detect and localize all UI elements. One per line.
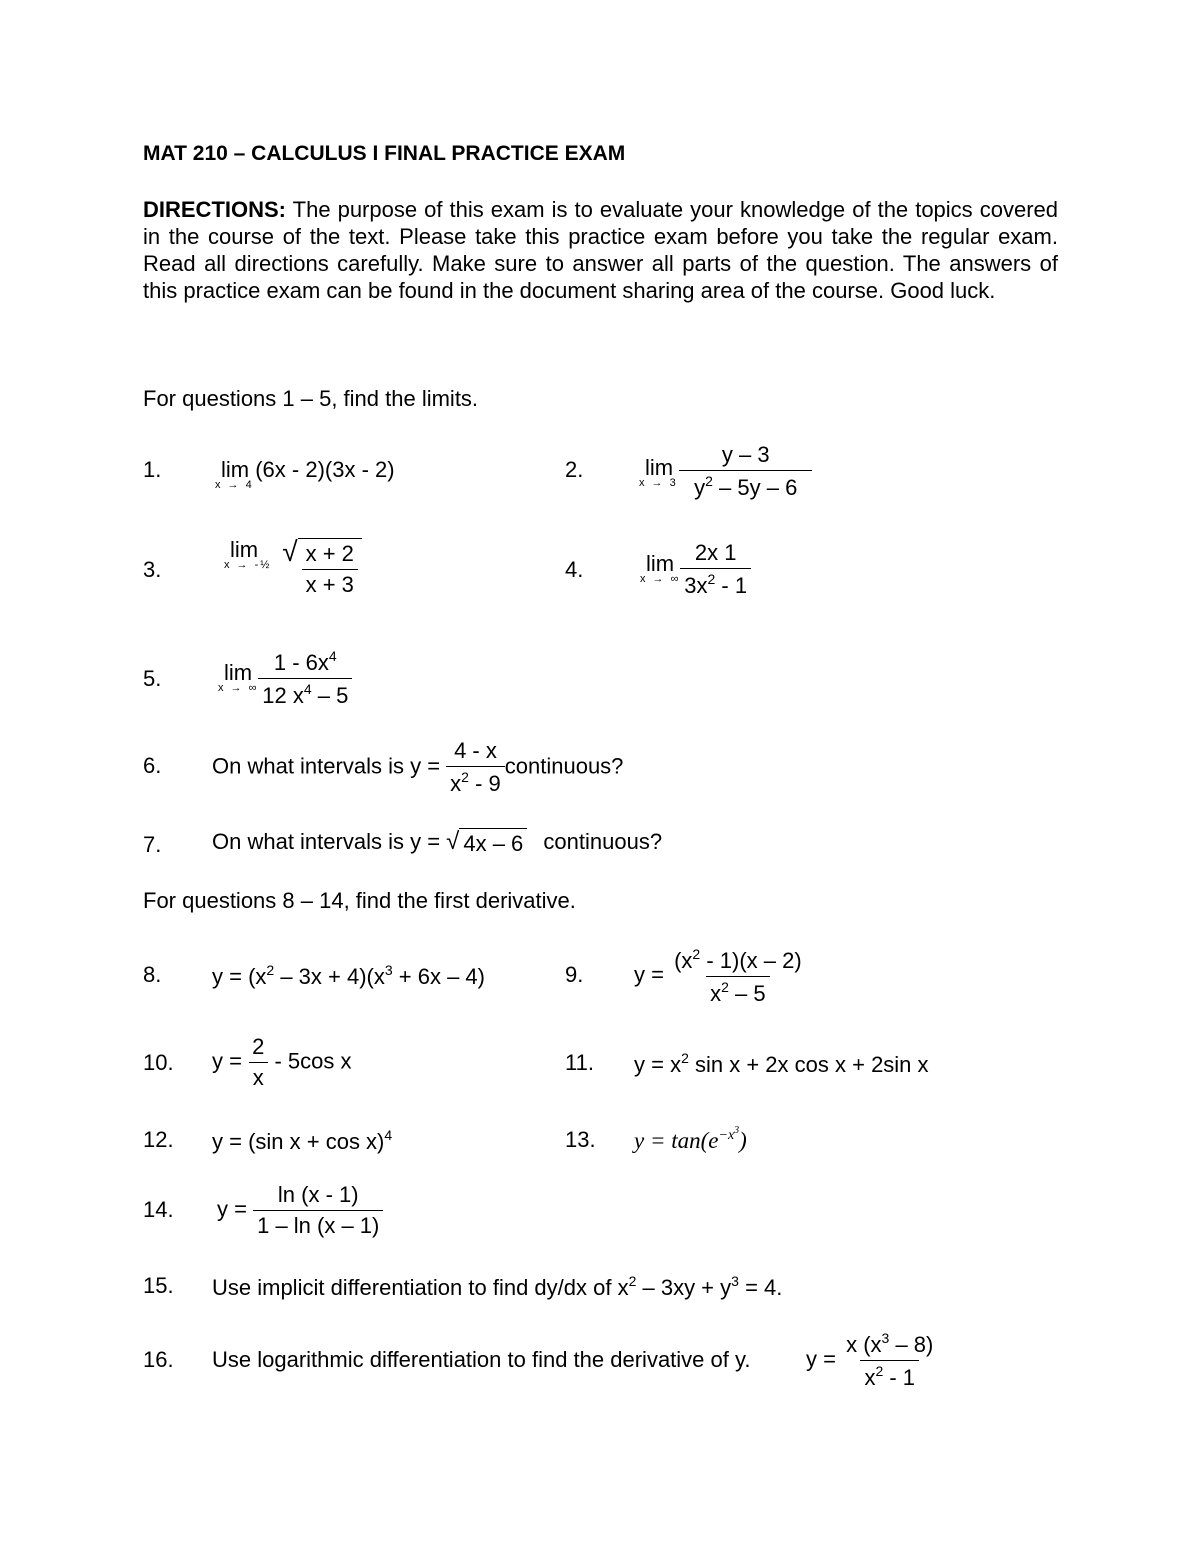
- question-number-2: 2.: [565, 457, 584, 482]
- directions-label: DIRECTIONS:: [143, 197, 286, 222]
- question-number-6: 6.: [143, 753, 162, 778]
- question-number-16: 16.: [143, 1347, 174, 1372]
- question-number-5: 5.: [143, 666, 162, 691]
- question-number-1: 1.: [143, 457, 162, 482]
- page-title: MAT 210 – CALCULUS I FINAL PRACTICE EXAM: [143, 142, 626, 165]
- question-7-text: On what intervals is y =: [212, 829, 441, 854]
- question-6-text: On what intervals is y =: [212, 753, 441, 779]
- question-16-text: Use logarithmic differentiation to find the derivative of y.: [212, 1347, 751, 1372]
- section-intro-derivatives: For questions 8 – 14, find the first derivative.: [143, 888, 576, 913]
- question-6-tail: continuous?: [504, 753, 624, 779]
- question-7-tail: continuous?: [543, 829, 663, 854]
- question-number-3: 3.: [143, 557, 162, 582]
- question-7: [212, 828, 662, 857]
- question-1: [215, 457, 395, 491]
- question-number-14: 14.: [143, 1197, 174, 1222]
- limit-operator: lim x → 3: [639, 455, 678, 490]
- question-15: Use implicit differentiation to find dy/dx of $x^2 - 3xy + y^3 = 4$.: [212, 1273, 783, 1300]
- question-9-fraction: $\frac{(x^2 - 1)(x - 2)}{x^2 - 5}$: [674, 946, 802, 1006]
- question-number-15: 15.: [143, 1273, 174, 1298]
- question-9: y = $\frac{(x^2 - 1)(x - 2)}{x^2 - 5}$: [634, 946, 806, 1007]
- question-14-fraction: $\frac{\ln (x - 1)}{1 - \ln (x - 1)}$: [253, 1182, 383, 1239]
- question-16-fraction: $\frac{x (x^3 - 8)}{x^2 - 1}$: [846, 1330, 934, 1390]
- question-6: [212, 738, 623, 797]
- question-10-fraction: $\frac{2}{x}$: [248, 1034, 268, 1091]
- question-1-expression: (6x - 2)(3x - 2): [255, 457, 395, 482]
- question-number-9: 9.: [565, 962, 584, 987]
- limit-operator: lim x → ∞: [218, 660, 259, 695]
- limit-operator: lim x → ∞: [640, 551, 681, 586]
- question-12: y = (sin x + cos x)$^4$: [212, 1127, 393, 1154]
- question-8: $y = (x^2 - 3x + 4)(x^3 + 6x - 4)$: [212, 962, 485, 989]
- section-intro-limits: For questions 1 – 5, find the limits.: [143, 386, 479, 411]
- question-number-13: 13.: [565, 1127, 596, 1152]
- square-root: √ $\frac{x + 2}{x + 3}$: [282, 538, 362, 598]
- limit-operator: lim x → 4: [215, 457, 254, 491]
- square-root: √ 4x – 6: [446, 828, 527, 857]
- directions-text: The purpose of this exam is to evaluate your knowledge of the topics covered in the course of the text. Please take this practice exam before you take the regular exam. Read all directions carefully. Make sure to answer all parts of the question. The answers of this practice exam can be found in the document sharing area of the course. Good luck.: [143, 197, 1058, 303]
- question-13: $y = \tan(e^{-x^3})$: [634, 1125, 747, 1153]
- question-number-11: 11.: [565, 1050, 594, 1075]
- question-2-fraction: $\frac{y - 3}{y^2 - 5y - 6}$: [679, 442, 812, 501]
- question-3: [224, 536, 362, 598]
- question-6-fraction: $\frac{4 - x}{x^2 - 9}$: [446, 738, 505, 797]
- question-5: [218, 648, 352, 709]
- question-number-8: 8.: [143, 962, 162, 987]
- directions-paragraph: [143, 196, 1058, 304]
- question-11: $y = x^2$ sin x + 2x cos x + 2sin x: [634, 1050, 929, 1077]
- question-number-12: 12.: [143, 1127, 174, 1152]
- question-2: [639, 442, 812, 501]
- question-14: y = $\frac{\ln (x - 1)}{1 - \ln (x - 1)}$: [217, 1182, 383, 1239]
- question-number-4: 4.: [565, 557, 584, 582]
- limit-operator: lim x → -½: [224, 537, 272, 571]
- question-4: [640, 540, 751, 599]
- question-10: y = $\frac{2}{x}$ - 5cos x: [212, 1034, 352, 1090]
- question-number-10: 10.: [143, 1050, 174, 1075]
- question-16-expression: y = $\frac{x (x^3 - 8)}{x^2 - 1}$: [806, 1330, 937, 1391]
- question-number-7: 7.: [143, 832, 162, 857]
- question-5-fraction: $\frac{1 - 6x^4}{12 x^4 - 5}$: [258, 648, 352, 709]
- question-4-fraction: $\frac{2x 1}{3x^2 - 1}$: [680, 540, 751, 599]
